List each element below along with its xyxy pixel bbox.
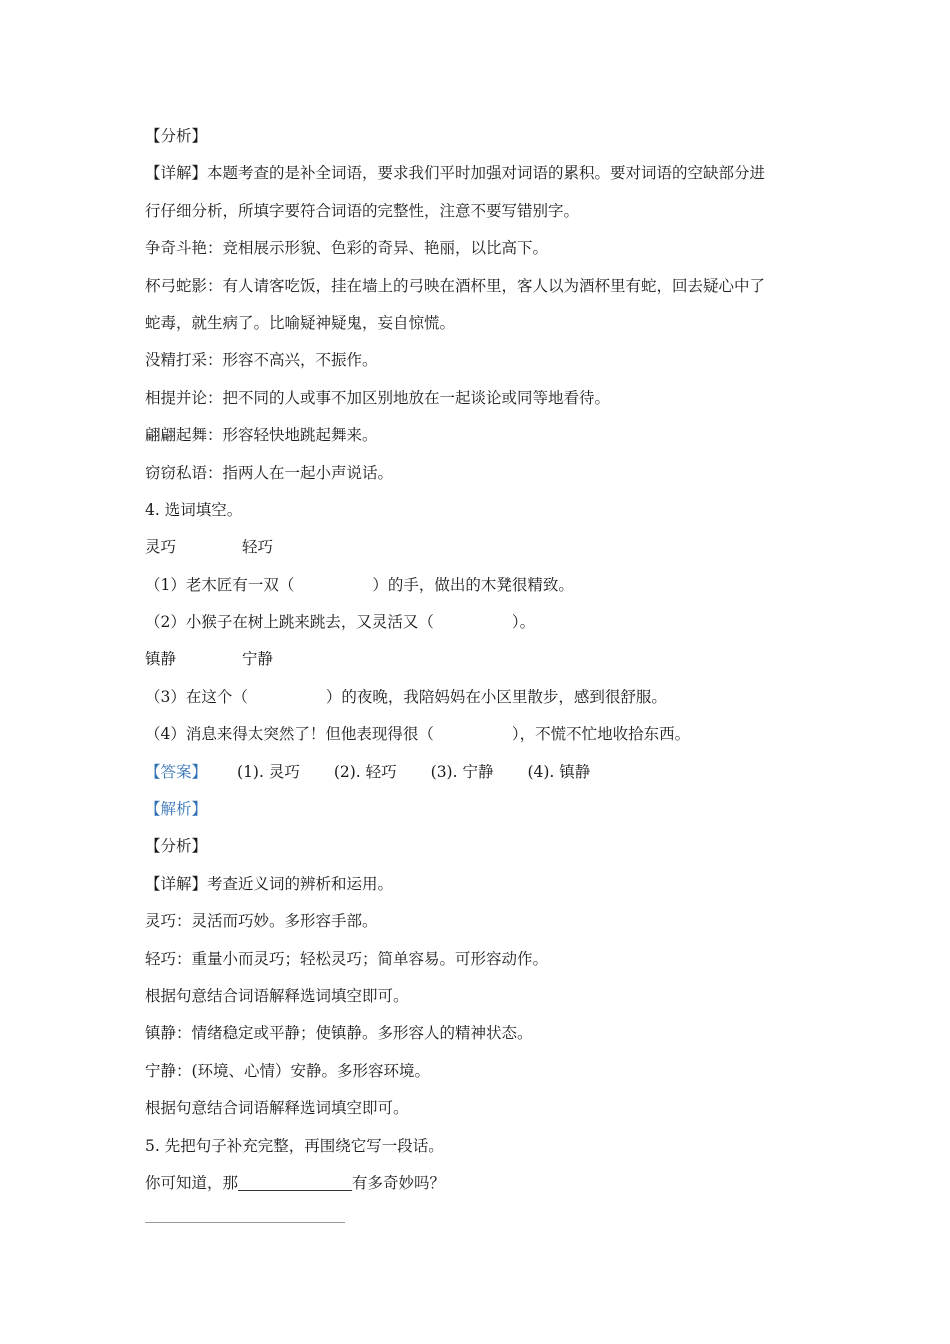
sentence-part: ），不慌不忙地收拾东西。 xyxy=(511,725,691,744)
explanation-line: 宁静：(环境、心情）安静。多形容环境。 xyxy=(145,1061,431,1080)
explanation-line: 【详解】本题考查的是补全词语，要求我们平时加强对词语的累积。要对词语的空缺部分进 xyxy=(145,164,766,183)
fill-underline xyxy=(238,1172,352,1191)
definition-line: 争奇斗艳：竞相展示形貌、色彩的奇异、艳丽，以比高下。 xyxy=(145,239,549,258)
fill-sentence xyxy=(145,1165,825,1202)
word-option: 灵巧 xyxy=(145,538,177,557)
analysis-heading: 【分析】 xyxy=(145,837,208,856)
explanation-line: 轻巧：重量小而灵巧；轻松灵巧；简单容易。可形容动作。 xyxy=(145,949,549,968)
fill-sentence xyxy=(145,716,825,753)
jiexi-heading: 【解析】 xyxy=(145,800,208,819)
document-page xyxy=(145,118,825,1202)
answer-item: (2). 轻巧 xyxy=(333,762,397,781)
explanation-line: 【详解】考查近义词的辨析和运用。 xyxy=(145,874,394,893)
answer-item: (4). 镇静 xyxy=(527,762,591,781)
definition-line: 相提并论：把不同的人或事不加区别地放在一起谈论或同等地看待。 xyxy=(145,388,611,407)
definition-line: 没精打采：形容不高兴，不振作。 xyxy=(145,351,378,370)
answer-item: (1). 灵巧 xyxy=(237,762,300,781)
definition-line: 翩翩起舞：形容轻快地跳起舞来。 xyxy=(145,426,378,445)
word-option: 轻巧 xyxy=(242,538,274,557)
sentence-part: 有多奇妙吗？ xyxy=(352,1173,446,1192)
footer-divider xyxy=(145,1222,345,1223)
explanation-line: 镇静：情绪稳定或平静；使镇静。多形容人的精神状态。 xyxy=(145,1024,533,1043)
sentence-part: （2）小猴子在树上跳来跳去，又灵活又（ xyxy=(145,613,434,632)
word-option: 镇静 xyxy=(145,650,177,669)
question-title: 4. 选词填空。 xyxy=(145,500,243,519)
sentence-part: ）的夜晚，我陪妈妈在小区里散步，感到很舒服。 xyxy=(325,687,667,706)
question-title: 5. 先把句子补充完整，再围绕它写一段话。 xyxy=(145,1136,444,1155)
sentence-part: （1）老木匠有一双（ xyxy=(145,575,295,594)
fill-sentence xyxy=(145,567,825,604)
sentence-part: ）的手，做出的木凳很精致。 xyxy=(372,575,574,594)
answer-label: 【答案】 xyxy=(145,762,208,781)
answer-item: (3). 宁静 xyxy=(430,762,494,781)
definition-line: 杯弓蛇影：有人请客吃饭，挂在墙上的弓映在酒杯里，客人以为酒杯里有蛇，回去疑心中了 xyxy=(145,276,766,295)
fill-sentence xyxy=(145,604,825,641)
explanation-line: 根据句意结合词语解释选词填空即可。 xyxy=(145,1099,409,1118)
sentence-part: （3）在这个（ xyxy=(145,687,248,706)
definition-line: 蛇毒，就生病了。比喻疑神疑鬼，妄自惊慌。 xyxy=(145,313,456,332)
fill-sentence xyxy=(145,679,825,716)
analysis-heading: 【分析】 xyxy=(145,127,208,145)
sentence-part: ）。 xyxy=(511,613,536,632)
definition-line: 窃窃私语：指两人在一起小声说话。 xyxy=(145,463,394,482)
sentence-part: 你可知道，那 xyxy=(145,1173,239,1192)
sentence-part: （4）消息来得太突然了！但他表现得很（ xyxy=(145,725,434,744)
word-choice-row xyxy=(145,641,825,678)
word-choice-row xyxy=(145,529,825,566)
answer-row xyxy=(145,754,825,791)
explanation-line: 灵巧：灵活而巧妙。多形容手部。 xyxy=(145,912,378,931)
explanation-line: 根据句意结合词语解释选词填空即可。 xyxy=(145,986,409,1005)
word-option: 宁静 xyxy=(242,650,274,669)
explanation-line: 行仔细分析，所填字要符合词语的完整性，注意不要写错别字。 xyxy=(145,201,580,220)
